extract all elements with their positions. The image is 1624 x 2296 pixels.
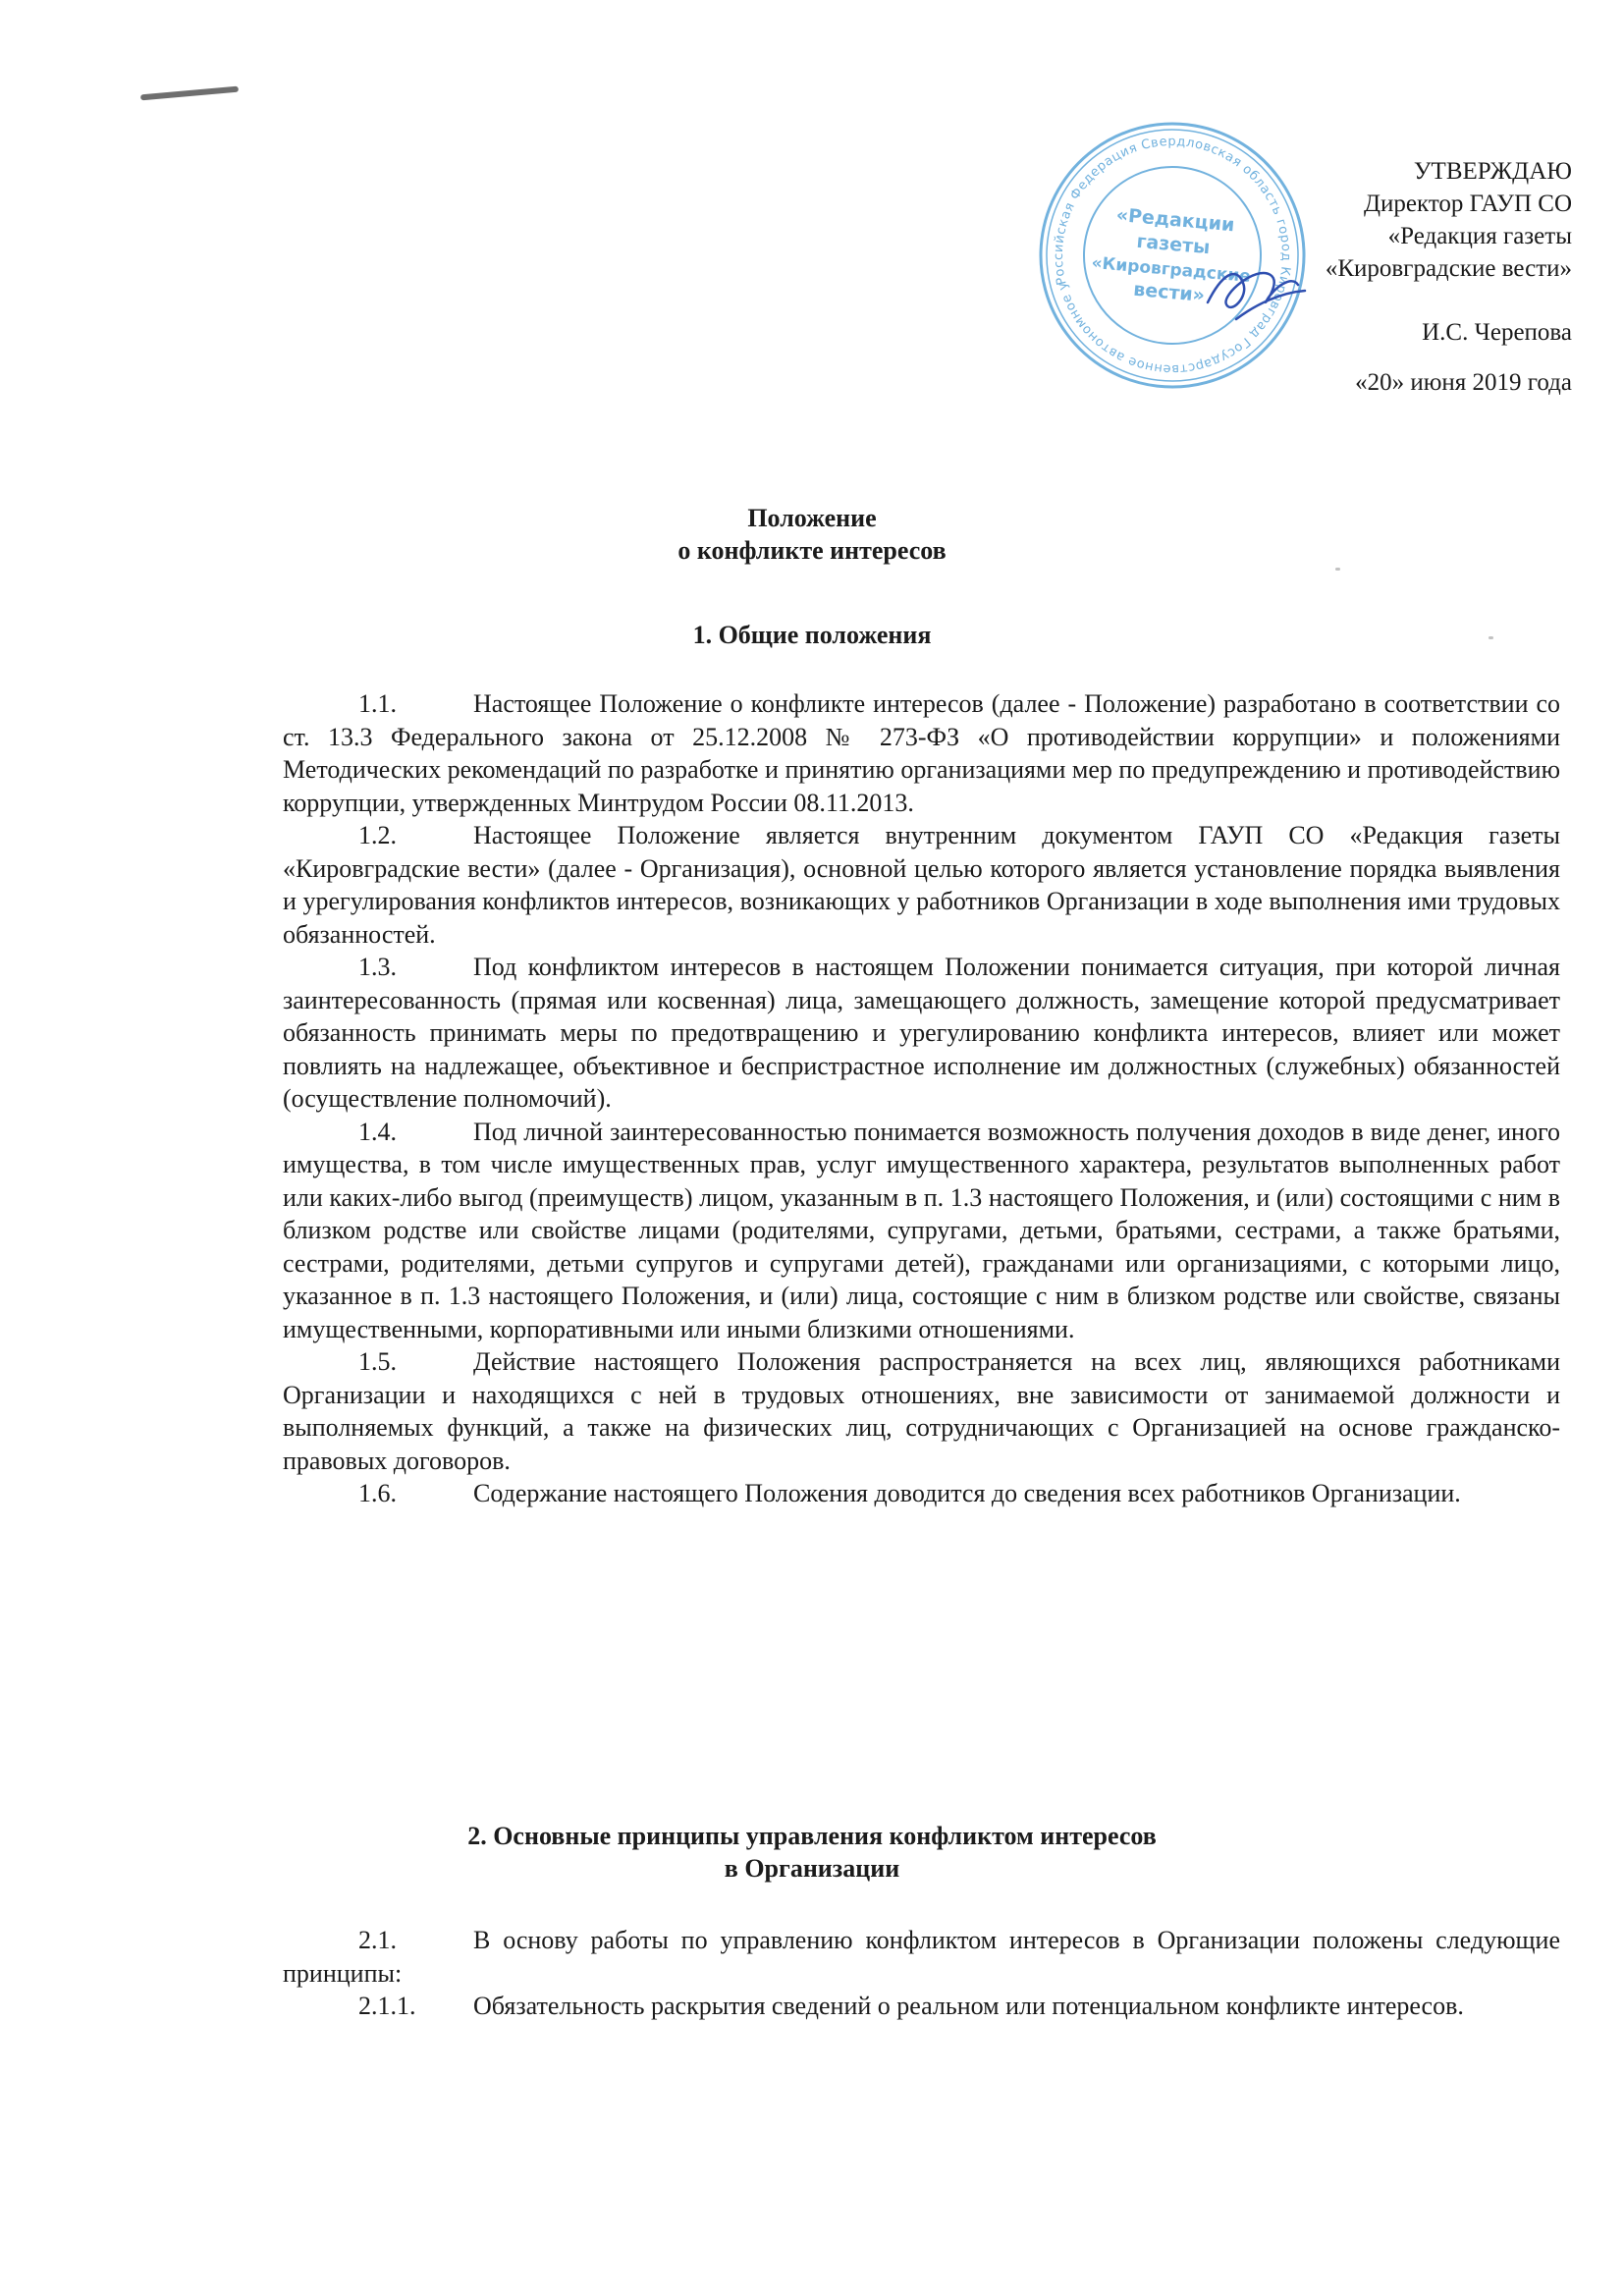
paragraph	[283, 951, 1560, 1116]
paragraph-text: Под личной заинтересованностью понимается возможность получения доходов в виде денег, иного имущества, в том числе имущественных прав, услуг имущественного характера, результатов выполненных работ или каких-либо выгод (преимуществ) лицом, указанным в п. 1.3 настоящего Положения, и (или) состоящими с ним в близком родстве или свойстве лицами (родителями, супругами, детьми, братьями, сестрами, а также братьями, сестрами, родителями, детьми супругов и супругами детей), гражданами или организациями, с которыми лицо, указанное в п. 1.3 настоящего Положения, и (или) лица, состоящие с ним в близком родстве или свойстве, связаны имущественными, корпоративными или иными близкими отношениями.	[283, 1117, 1560, 1343]
organization-stamp	[1035, 118, 1310, 393]
paragraph-text: В основу работы по управлению конфликтом интересов в Организации положены следующие принципы:	[283, 1926, 1560, 1988]
paragraph	[283, 1990, 1560, 2023]
paragraph-number: 2.1.	[358, 1926, 397, 1954]
section-heading	[0, 1820, 1624, 1885]
paragraph-number: 1.5.	[358, 1347, 397, 1376]
paragraph-text: Под конфликтом интересов в настоящем Положении понимается ситуация, при которой личная заинтересованность (прямая или косвенная) лица, замещающего должность, замещение которой предусматривает обязанность принимать меры по предотвращению и урегулированию конфликта интересов, влияет или может повлиять на надлежащее, объективное и беспристрастное исполнение им должностных (служебных) обязанностей (осуществление полномочий).	[283, 953, 1560, 1113]
paragraph-text: Настоящее Положение о конфликте интересов (далее - Положение) разработано в соответствии со ст. 13.3 Федерального закона от 25.12.2008 № 273-ФЗ «О противодействии коррупции» и положениями Методических рекомендаций по разработке и принятию организациями мер по предупреждению и противодействию коррупции, утвержденных Минтрудом России 08.11.2013.	[283, 689, 1560, 817]
paragraph-number: 1.1.	[358, 689, 397, 718]
paragraph-text: Действие настоящего Положения распространяется на всех лиц, являющихся работниками Организации и находящихся с ней в трудовых отношениях, вне зависимости от занимаемой должности и выполняемых функций, а также на физических лиц, сотрудничающих с Организацией на основе гражданско-правовых договоров.	[283, 1347, 1560, 1475]
paragraph-text: Обязательность раскрытия сведений о реальном или потенциальном конфликте интересов.	[473, 1992, 1464, 2020]
approval-block	[1326, 155, 1572, 399]
section-1-body	[283, 687, 1560, 1510]
section-heading-line: в Организации	[724, 1854, 900, 1883]
paragraph	[283, 1924, 1560, 1990]
paragraph-number: 2.1.1.	[358, 1992, 416, 2020]
approval-position: Директор ГАУП СО	[1363, 191, 1572, 217]
title-line: о конфликте интересов	[677, 536, 947, 565]
approval-org-line: «Кировградские вести»	[1325, 255, 1572, 282]
paragraph	[283, 1116, 1560, 1346]
approval-date: «20» июня 2019 года	[1355, 369, 1572, 396]
approval-org-line: «Редакция газеты	[1387, 223, 1572, 249]
approval-signatory: И.С. Черепова	[1422, 319, 1572, 346]
stamp-graphic	[1035, 118, 1310, 393]
paragraph-number: 1.3.	[358, 953, 397, 981]
paragraph-text: Содержание настоящего Положения доводится до сведения всех работников Организации.	[473, 1479, 1461, 1507]
stamp-center-line: «Кировградские	[1090, 252, 1252, 287]
document-title	[0, 502, 1624, 567]
stamp-ring-text: Российская Федерация Свердловская область город Кировград Государственное автономное учреждение	[1051, 134, 1294, 377]
approval-heading: УТВЕРЖДАЮ	[1413, 158, 1572, 185]
paragraph-number: 1.2.	[358, 821, 397, 849]
paragraph-text: Настоящее Положение является внутренним документом ГАУП СО «Редакция газеты «Кировградские вести» (далее - Организация), основной целью которого является установление порядка выявления и урегулирования конфликтов интересов, возникающих у работников Организации в ходе выполнения ими трудовых обязанностей.	[283, 821, 1560, 949]
paragraph-number: 1.6.	[358, 1479, 397, 1507]
paragraph-number: 1.4.	[358, 1117, 397, 1146]
section-2-body	[283, 1924, 1560, 2023]
svg-text:Российская Федерация Свердловс	[1035, 118, 1310, 393]
stamp-center-line: вести»	[1132, 278, 1206, 306]
scan-artifact	[140, 86, 239, 101]
paragraph	[283, 1345, 1560, 1477]
scan-speck	[1335, 568, 1340, 571]
stamp-center-line: «Редакции	[1114, 203, 1236, 237]
section-heading: 1. Общие положения	[692, 621, 932, 649]
stamp-center-line: газеты	[1135, 230, 1212, 259]
title-line: Положение	[747, 504, 877, 532]
paragraph	[283, 1477, 1560, 1510]
paragraph	[283, 819, 1560, 951]
paragraph	[283, 687, 1560, 819]
section-heading-line: 2. Основные принципы управления конфликтом интересов	[467, 1822, 1157, 1850]
